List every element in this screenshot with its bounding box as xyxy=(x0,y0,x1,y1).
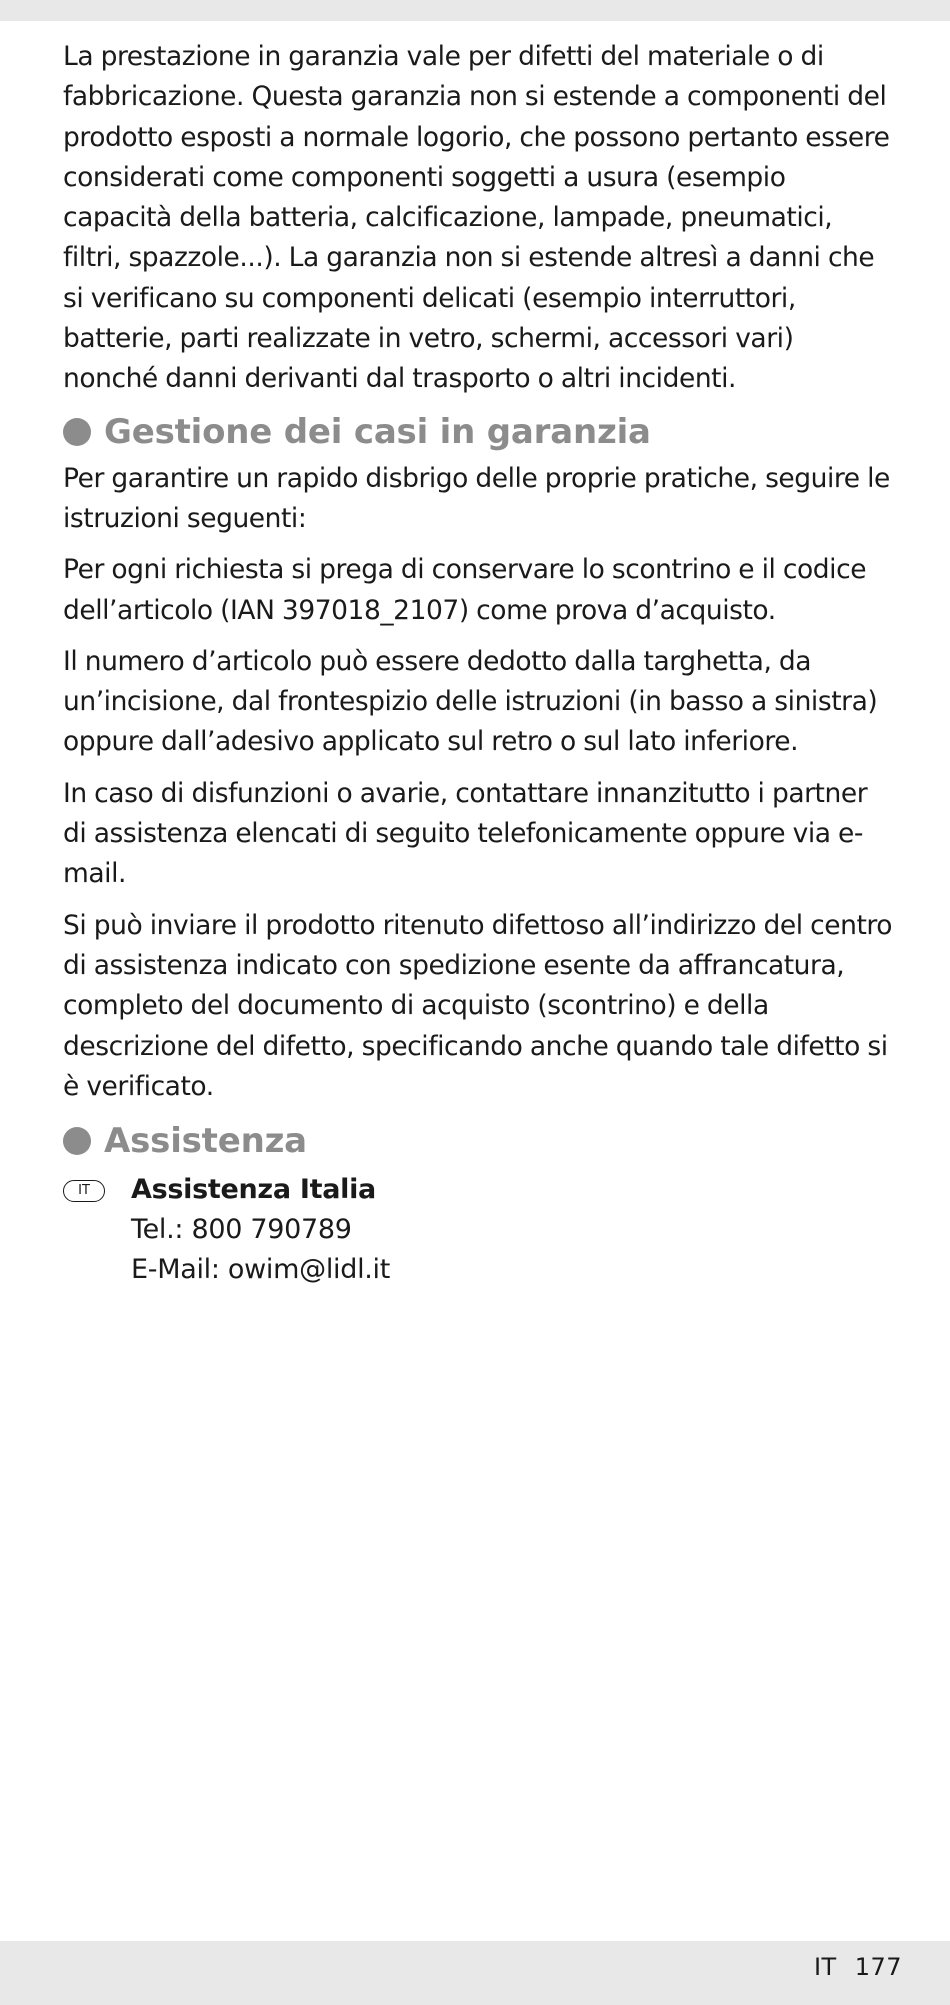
section-heading-service xyxy=(63,1118,893,1164)
claims-paragraph: Per garantire un rapido disbrigo delle proprie pratiche, seguire le istruzioni seguenti: xyxy=(63,462,890,534)
section-heading-text: Assistenza xyxy=(104,1121,307,1162)
claims-paragraph: Per ogni richiesta si prega di conservare lo scontrino e il codice dell’articolo (IAN 397018_2107) come prova d’acquisto. xyxy=(63,554,867,626)
section-heading-claims xyxy=(63,409,893,455)
service-details xyxy=(131,1170,390,1290)
service-contact xyxy=(63,1170,893,1290)
bullet-icon xyxy=(63,418,91,446)
section-heading-text: Gestione dei casi in garanzia xyxy=(104,411,651,452)
claims-paragraph: Si può inviare il prodotto ritenuto difettoso all’indirizzo del centro di assistenza indicato con spedizione esente da affrancatura, completo del documento di acquisto (scontrino) e della descrizione del difetto, specificando anche quando tale difetto si è verificato. xyxy=(63,909,893,1102)
top-band xyxy=(0,0,950,21)
service-phone: Tel.: 800 790789 xyxy=(131,1214,352,1246)
intro-paragraph: La prestazione in garanzia vale per difetti del materiale o di fabbricazione. Questa garanzia non si estende a componenti del prodotto esposti a normale logorio, che possono pertanto essere considerati come componenti soggetti a usura (esempio capacità della batteria, calcificazione, lampade, pneumatici, filtri, spazzole...). La garanzia non si estende altresì a danni che si verificano su componenti delicati (esempio interruttori, batterie, parti realizzate in vetro, schermi, accessori vari) nonché danni derivanti dal trasporto o altri incidenti. xyxy=(63,41,890,395)
claims-paragraph: Il numero d’articolo può essere dedotto dalla targhetta, da un’incisione, dal frontespizio delle istruzioni (in basso a sinistra) oppure dall’adesivo applicato sul retro o sul lato inferiore. xyxy=(63,645,878,758)
page-footer xyxy=(814,1950,902,1984)
service-name: Assistenza Italia xyxy=(131,1174,376,1206)
country-code-badge: IT xyxy=(63,1180,105,1202)
page-number: 177 xyxy=(854,1953,902,1981)
bullet-icon xyxy=(63,1127,91,1155)
claims-paragraph: In caso di disfunzioni o avarie, contattare innanzitutto i partner di assistenza elencati di seguito telefonicamente oppure via e-mail. xyxy=(63,777,868,890)
page-content xyxy=(63,37,893,1290)
service-email: E-Mail: owim@lidl.it xyxy=(131,1254,391,1286)
footer-band xyxy=(0,1941,950,2005)
footer-language: IT xyxy=(813,1953,837,1981)
